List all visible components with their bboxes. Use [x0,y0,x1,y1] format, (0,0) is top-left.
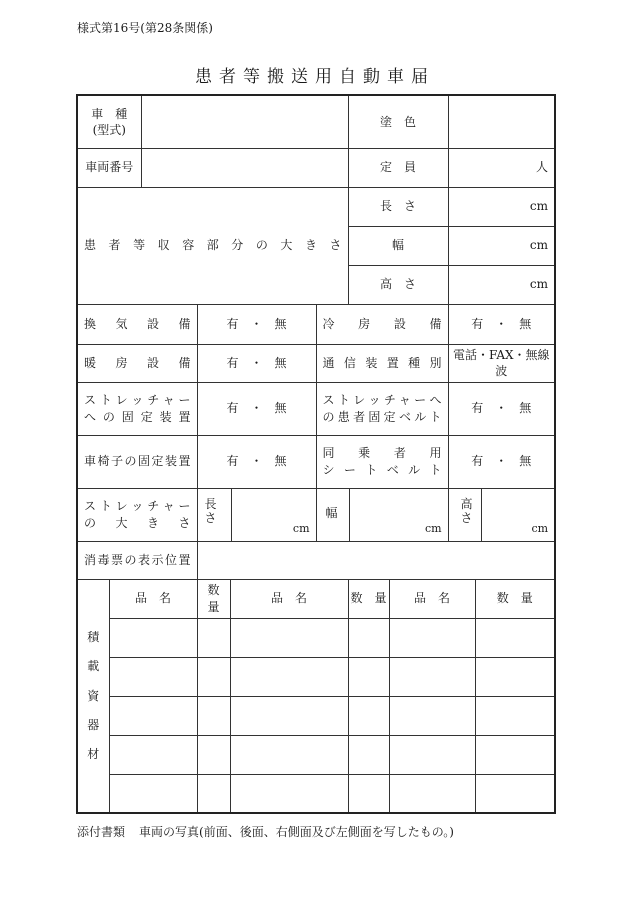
stretcher-length-input[interactable] [197,488,316,541]
heating-label: 暖房設備 [77,344,197,382]
equipment-name-cell[interactable] [389,696,475,735]
length-unit: cm [529,199,549,214]
equipment-qty-cell[interactable] [348,774,389,813]
wheelchair-fixing-label: 車椅子の固定装置 [77,435,197,488]
equipment-qty-cell[interactable] [197,618,230,657]
height-label: 高 さ [348,265,448,304]
equipment-qty-cell[interactable] [348,618,389,657]
equipment-name-cell[interactable] [230,618,348,657]
width-unit: cm [529,238,549,253]
equipment-name-cell[interactable] [230,696,348,735]
equipment-qty-cell[interactable] [475,735,555,774]
vehicle-number-input[interactable] [141,148,348,187]
air-conditioning-choice[interactable]: 有 ・ 無 [448,304,555,344]
col-name-1: 品 名 [109,579,197,618]
passenger-belt-label: 同乗者用 シートベルト [316,435,448,488]
equipment-name-cell[interactable] [109,696,197,735]
capacity-unit: 人 [536,160,549,175]
paint-color-label: 塗 色 [348,95,448,148]
equipment-row [77,735,555,774]
equipment-name-cell[interactable] [230,657,348,696]
capacity-label: 定 員 [348,148,448,187]
registration-form-table [76,94,556,814]
equipment-qty-cell[interactable] [197,774,230,813]
stretcher-length-label: 長 さ [204,496,217,525]
vehicle-number-label: 車両番号 [77,148,141,187]
attachments-text: 車両の写真(前面、後面、右側面及び左側面を写したもの。) [139,825,454,839]
vehicle-type-input[interactable] [141,95,348,148]
col-qty-1: 数 量 [197,579,230,618]
equipment-name-cell[interactable] [109,657,197,696]
equipment-row [77,657,555,696]
equipment-qty-cell[interactable] [197,696,230,735]
attachments-note [77,823,454,840]
ventilation-label: 換気設備 [77,304,197,344]
equipment-name-cell[interactable] [230,735,348,774]
length-input[interactable] [448,187,555,226]
capacity-input[interactable] [448,148,555,187]
equipment-name-cell[interactable] [389,618,475,657]
heating-choice[interactable]: 有 ・ 無 [197,344,316,382]
passenger-belt-choice[interactable]: 有 ・ 無 [448,435,555,488]
equipment-name-cell[interactable] [109,774,197,813]
equipment-qty-cell[interactable] [348,696,389,735]
height-unit: cm [529,277,549,292]
form-number: 様式第16号(第28条関係) [77,21,213,35]
stretcher-fixing-label: ストレッチャー への固定装置 [77,382,197,435]
stretcher-fixing-choice[interactable]: 有 ・ 無 [197,382,316,435]
equipment-row [77,774,555,813]
equipment-name-cell[interactable] [389,657,475,696]
equipment-qty-cell[interactable] [475,696,555,735]
equipment-qty-cell[interactable] [475,657,555,696]
disinfection-position-input[interactable] [197,541,555,579]
equipment-qty-cell[interactable] [475,774,555,813]
stretcher-height-input[interactable] [448,488,555,541]
paint-color-input[interactable] [448,95,555,148]
stretcher-length-unit: cm [292,521,310,535]
height-input[interactable] [448,265,555,304]
equipment-name-cell[interactable] [230,774,348,813]
equipment-qty-cell[interactable] [475,618,555,657]
stretcher-size-label: ストレッチャー の大きさ [77,488,197,541]
stretcher-belt-choice[interactable]: 有 ・ 無 [448,382,555,435]
comm-type-choice[interactable]: 電話・FAX・無線波 [448,344,555,382]
stretcher-height-label: 高 さ [460,496,473,525]
equipment-name-cell[interactable] [389,735,475,774]
equipment-name-cell[interactable] [109,618,197,657]
col-name-2: 品 名 [230,579,348,618]
width-input[interactable] [448,226,555,265]
comm-type-label: 通信装置種別 [316,344,448,382]
stretcher-width-input[interactable] [316,488,448,541]
col-qty-2: 数 量 [348,579,389,618]
equipment-name-cell[interactable] [389,774,475,813]
equipment-qty-cell[interactable] [348,735,389,774]
wheelchair-fixing-choice[interactable]: 有 ・ 無 [197,435,316,488]
stretcher-belt-label: ストレッチャーへ の患者固定ベルト [316,382,448,435]
equipment-qty-cell[interactable] [348,657,389,696]
col-qty-3: 数 量 [475,579,555,618]
width-label: 幅 [348,226,448,265]
equipment-qty-cell[interactable] [197,735,230,774]
col-name-3: 品 名 [389,579,475,618]
air-conditioning-label: 冷房設備 [316,304,448,344]
length-label: 長 さ [348,187,448,226]
equipment-row [77,696,555,735]
stretcher-height-unit: cm [531,521,549,535]
attachments-label: 添付書類 [77,825,126,839]
equipment-qty-cell[interactable] [197,657,230,696]
stretcher-width-label: 幅 [325,505,338,520]
stretcher-width-unit: cm [424,521,442,535]
disinfection-position-label: 消毒票の表示位置 [77,541,197,579]
equipment-row [77,618,555,657]
vehicle-type-label: 車 種 (型式) [77,95,141,148]
ventilation-choice[interactable]: 有 ・ 無 [197,304,316,344]
equipment-label: 積 載 資 器 材 [77,579,109,813]
compartment-size-label: 患者等収容部分の大きさ [77,187,348,304]
page-title: 患者等搬送用自動車届 [195,67,435,87]
equipment-name-cell[interactable] [109,735,197,774]
